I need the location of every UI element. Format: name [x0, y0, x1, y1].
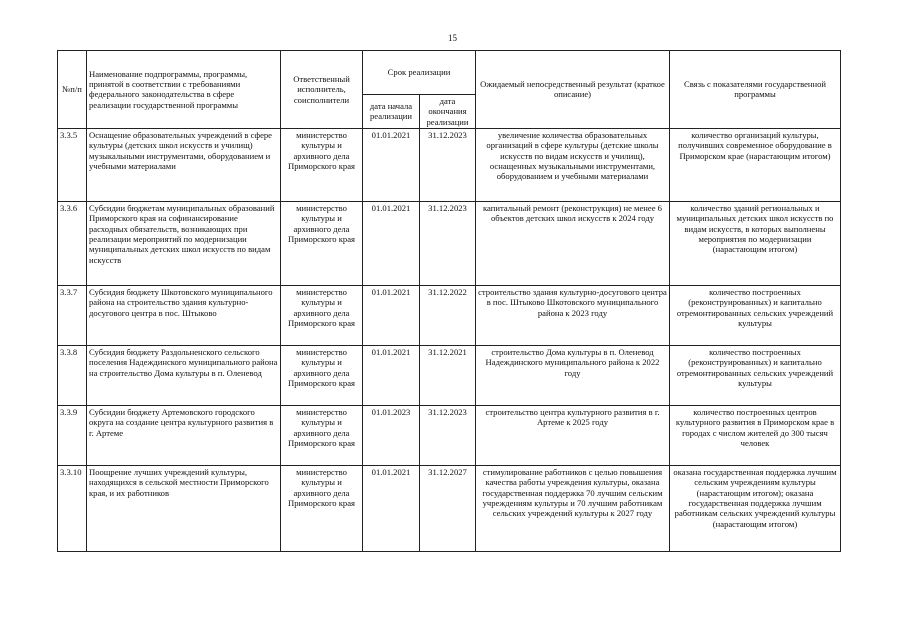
row-link: количество построенных центров культурного развития в Приморском крае в городах с числом жителей до 300 тысяч человек [670, 405, 841, 465]
row-start: 01.01.2021 [363, 201, 420, 285]
table-row [58, 345, 841, 405]
header-name: Наименование подпрограммы, программы, принятой в соответствии с требованиями федерального законодательства в сфере реализации государственной программы [87, 51, 281, 129]
row-name: Оснащение образовательных учреждений в сфере культуры (детских школ искусств и училищ) музыкальными инструментами, оборудованием и учебными материалами [87, 128, 281, 201]
header-result: Ожидаемый непосредственный результат (краткое описание) [476, 51, 670, 129]
table-row [58, 128, 841, 201]
row-name: Субсидии бюджетам муниципальных образований Приморского края на софинансирование расходных обязательств, возникающих при реализации мероприятий по модернизации муниципальных детских школ искусств по видам искусств [87, 201, 281, 285]
table-body [58, 128, 841, 551]
page-number: 15 [448, 33, 457, 43]
row-result: стимулирование работников с целью повышения качества работы учреждения культуры, оказана государственная поддержка 70 лучшим сельским учреждениям культуры и 70 лучшим работникам сельских учреждений культуры к 2027 году [476, 465, 670, 551]
row-num: 3.3.10 [58, 465, 87, 551]
table-row [58, 405, 841, 465]
row-end: 31.12.2023 [420, 405, 476, 465]
row-start: 01.01.2021 [363, 128, 420, 201]
row-result: капитальный ремонт (реконструкция) не менее 6 объектов детских школ искусств к 2024 году [476, 201, 670, 285]
row-name: Поощрение лучших учреждений культуры, находящихся в сельской местности Приморского края, и их работников [87, 465, 281, 551]
table-row [58, 465, 841, 551]
row-link: количество зданий региональных и муниципальных детских школ искусств по видам искусств, в которых выполнены мероприятия по модернизации (нарастающим итогом) [670, 201, 841, 285]
row-link: количество построенных (реконструированных) и капитально отремонтированных сельских учреждений культуры [670, 285, 841, 345]
header-end: дата окончания реализации [420, 95, 476, 129]
table-row [58, 201, 841, 285]
header-executor: Ответственный исполнитель, соисполнители [281, 51, 363, 129]
row-num: 3.3.8 [58, 345, 87, 405]
row-num: 3.3.9 [58, 405, 87, 465]
row-executor: министерство культуры и архивного дела Приморского края [281, 465, 363, 551]
row-result: строительство центра культурного развития в г. Артеме к 2025 году [476, 405, 670, 465]
row-link: количество построенных (реконструированных) и капитально отремонтированных сельских учреждений культуры [670, 345, 841, 405]
header-row [58, 51, 841, 95]
table-row [58, 285, 841, 345]
row-result: строительство здания культурно-досугового центра в пос. Штыково Шкотовского муниципального района к 2023 году [476, 285, 670, 345]
row-executor: министерство культуры и архивного дела Приморского края [281, 201, 363, 285]
program-table [57, 50, 841, 552]
row-name: Субсидия бюджету Шкотовского муниципального района на строительство здания культурно-досугового центра в пос. Штыково [87, 285, 281, 345]
row-start: 01.01.2023 [363, 405, 420, 465]
row-name: Субсидия бюджету Раздольненского сельского поселения Надеждинского муниципального района на строительство Дома культуры в п. Оленевод [87, 345, 281, 405]
row-start: 01.01.2021 [363, 285, 420, 345]
row-link: оказана государственная поддержка лучшим сельским учреждениям культуры (нарастающим итогом); оказана государственная поддержка лучшим работникам сельских учреждений культуры (нарастающим итогом) [670, 465, 841, 551]
row-num: 3.3.5 [58, 128, 87, 201]
row-link: количество организаций культуры, получивших современное оборудование в Приморском крае (нарастающим итогом) [670, 128, 841, 201]
row-end: 31.12.2023 [420, 201, 476, 285]
row-name: Субсидии бюджету Артемовского городского округа на создание центра культурного развития в г. Артеме [87, 405, 281, 465]
row-num: 3.3.6 [58, 201, 87, 285]
row-start: 01.01.2021 [363, 345, 420, 405]
row-executor: министерство культуры и архивного дела Приморского края [281, 345, 363, 405]
header-link: Связь с показателями государственной программы [670, 51, 841, 129]
row-start: 01.01.2021 [363, 465, 420, 551]
row-executor: министерство культуры и архивного дела Приморского края [281, 285, 363, 345]
row-result: строительство Дома культуры в п. Оленевод Надеждинского муниципального района к 2022 году [476, 345, 670, 405]
header-num: №п/п [58, 51, 87, 129]
header-start: дата начала реализации [363, 95, 420, 129]
header-period: Срок реализации [363, 51, 476, 95]
row-end: 31.12.2023 [420, 128, 476, 201]
row-num: 3.3.7 [58, 285, 87, 345]
row-end: 31.12.2027 [420, 465, 476, 551]
row-executor: министерство культуры и архивного дела Приморского края [281, 128, 363, 201]
row-end: 31.12.2021 [420, 345, 476, 405]
row-result: увеличение количества образовательных организаций в сфере культуры (детские школы искусств по видам искусств и училищ), оснащенных музыкальными инструментами, оборудованием и учебными материалами [476, 128, 670, 201]
row-executor: министерство культуры и архивного дела Приморского края [281, 405, 363, 465]
row-end: 31.12.2022 [420, 285, 476, 345]
